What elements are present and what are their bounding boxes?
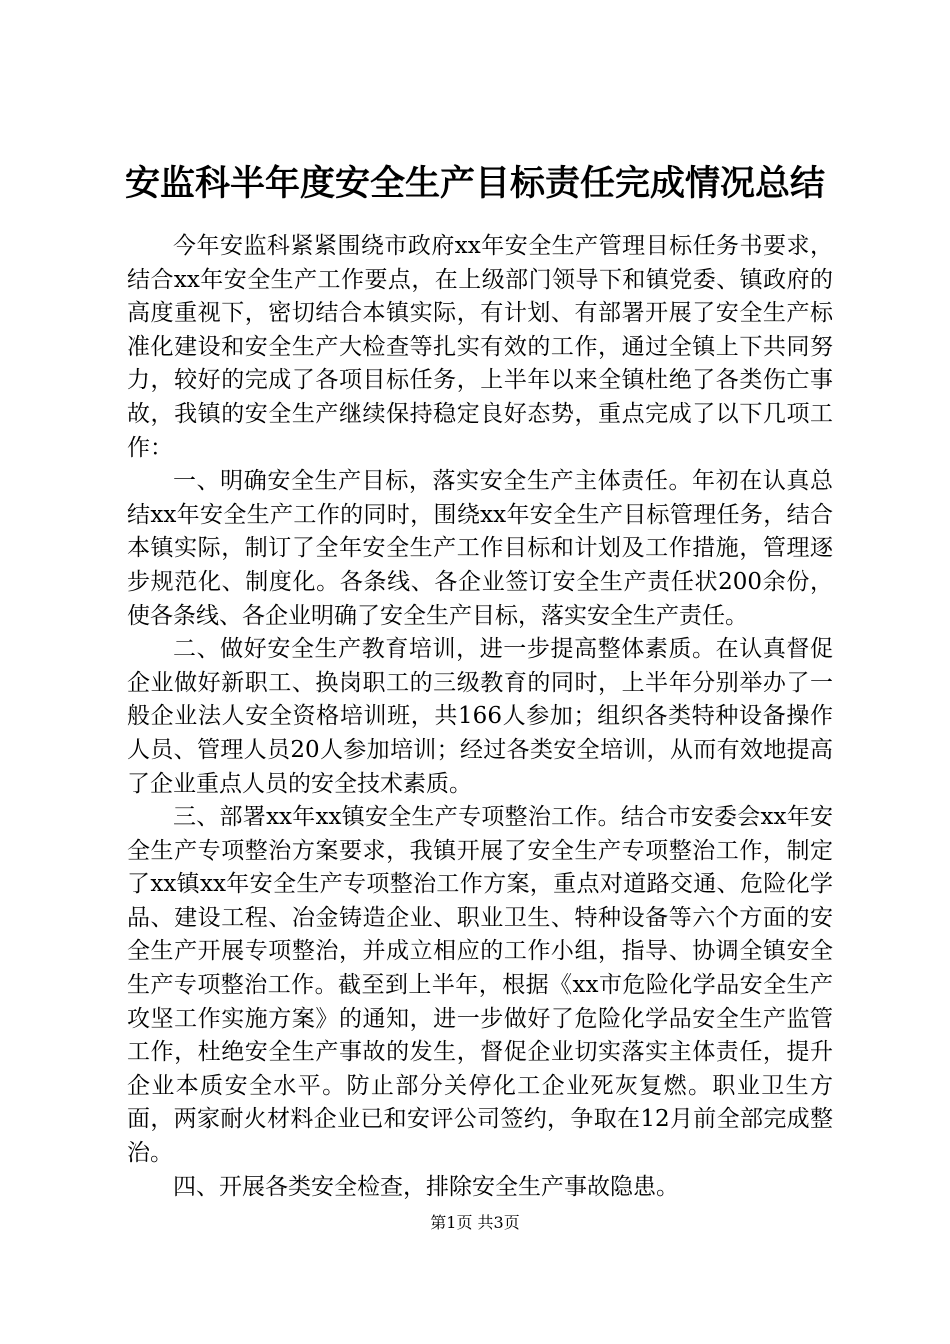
paragraph-intro: 今年安监科紧紧围绕市政府xx年安全生产管理目标任务书要求，结合xx年安全生产工作要点，在上级部门领导下和镇党委、镇政府的高度重视下，密切结合本镇实际，有计划、有部署开展了安全生产标准化建设和安全生产大检查等扎实有效的工作，通过全镇上下共同努力，较好的完成了各项目标任务，上半年以来全镇杜绝了各类伤亡事故，我镇的安全生产继续保持稳定良好态势，重点完成了以下几项工作：: [127, 233, 833, 461]
paragraph-section-2: 二、做好安全生产教育培训，进一步提高整体素质。在认真督促企业做好新职工、换岗职工的三级教育的同时，上半年分别举办了一般企业法人安全资格培训班，共166人参加；组织各类特种设备操作人员、管理人员20人参加培训；经过各类安全培训，从而有效地提高了企业重点人员的安全技术素质。: [127, 636, 833, 797]
paragraph-section-4: 四、开展各类安全检查，排除安全生产事故隐患。: [173, 1173, 679, 1200]
page-number: 第1页 共3页: [430, 1213, 520, 1232]
page-footer: [0, 1212, 950, 1234]
document-body: [127, 230, 833, 1204]
document-title: 安监科半年度安全生产目标责任完成情况总结: [124, 163, 825, 204]
paragraph-section-3: 三、部署xx年xx镇安全生产专项整治工作。结合市安委会xx年安全生产专项整治方案要求，我镇开展了安全生产专项整治工作，制定了xx镇xx年安全生产专项整治工作方案，重点对道路交通、危险化学品、建设工程、冶金铸造企业、职业卫生、特种设备等六个方面的安全生产开展专项整治，并成立相应的工作小组，指导、协调全镇安全生产专项整治工作。截至到上半年，根据《xx市危险化学品安全生产攻坚工作实施方案》的通知，进一步做好了危险化学品安全生产监管工作，杜绝安全生产事故的发生，督促企业切实落实主体责任，提升企业本质安全水平。防止部分关停化工企业死灰复燃。职业卫生方面，两家耐火材料企业已和安评公司签约，争取在12月前全部完成整治。: [127, 804, 833, 1167]
paragraph-section-1: 一、明确安全生产目标，落实安全生产主体责任。年初在认真总结xx年安全生产工作的同时，围绕xx年安全生产目标管理任务，结合本镇实际，制订了全年安全生产工作目标和计划及工作措施，管理逐步规范化、制度化。各条线、各企业签订安全生产责任状200余份，使各条线、各企业明确了安全生产目标，落实安全生产责任。: [127, 468, 833, 629]
